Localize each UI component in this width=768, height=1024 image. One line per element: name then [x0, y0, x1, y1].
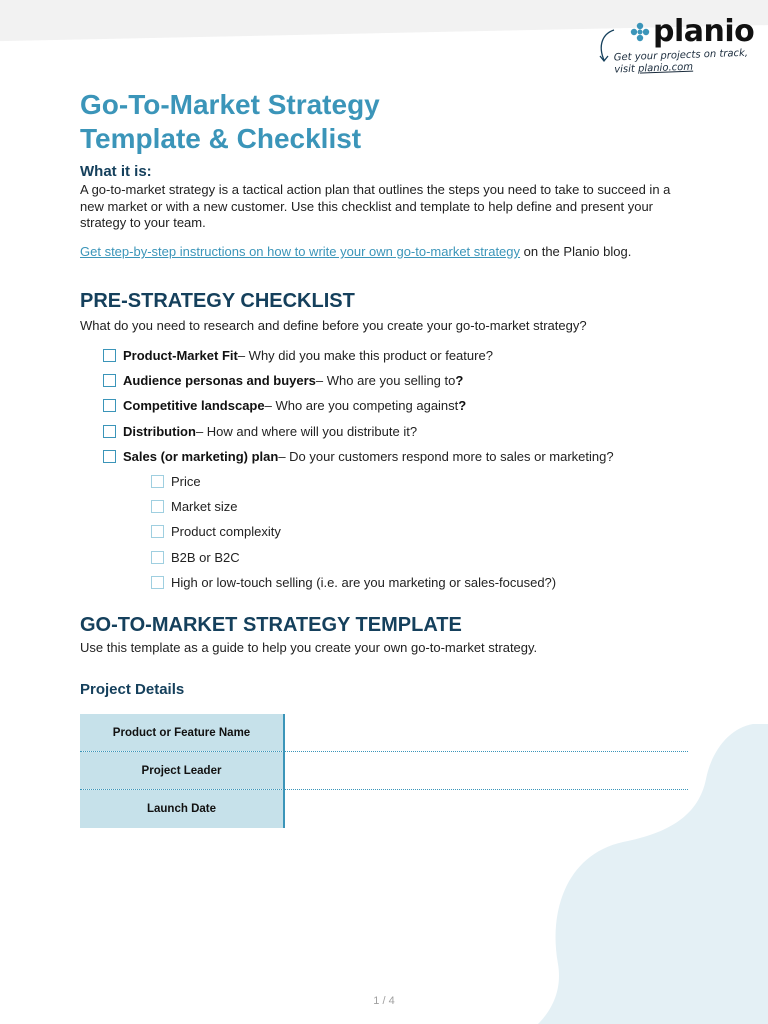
logo-tagline [614, 48, 755, 77]
checklist-item-desc: – Who are you competing against [264, 398, 459, 413]
checklist-subitem[interactable] [151, 550, 240, 565]
checklist-subitem-label: Market size [171, 499, 238, 514]
blog-link-suffix: on the Planio blog. [520, 244, 632, 259]
checkbox[interactable] [151, 475, 164, 488]
launch-date-field[interactable] [285, 790, 688, 828]
checklist-item-desc: – Why did you make this product or feature? [237, 348, 493, 363]
checkbox[interactable] [103, 399, 116, 412]
pre-strategy-heading: PRE-STRATEGY CHECKLIST [80, 290, 355, 312]
blog-link-line [80, 244, 631, 259]
checklist-item-title: Competitive landscape [123, 398, 265, 413]
tagline-visit: visit [614, 63, 636, 76]
checklist-item[interactable] [103, 424, 417, 439]
page-title [80, 88, 380, 156]
planio-flower-icon [630, 22, 650, 42]
row-label: Product or Feature Name [80, 714, 283, 752]
checklist-item-title: Product-Market Fit [123, 348, 238, 363]
checklist-item-title: Audience personas and buyers [123, 373, 316, 388]
checklist-item-title: Distribution [123, 424, 196, 439]
what-it-is-body: A go-to-market strategy is a tactical action plan that outlines the steps you need to take to succeed in a new market or with a new customer. Use this checklist and template to help define and present your strategy to your team. [80, 182, 671, 230]
planio-logo [630, 14, 754, 49]
table-row [80, 714, 688, 752]
title-line-2: Template & Checklist [80, 123, 362, 154]
template-heading: GO-TO-MARKET STRATEGY TEMPLATE [80, 614, 462, 636]
checklist-subitem-label: B2B or B2C [171, 550, 240, 565]
checklist-item[interactable] [103, 373, 463, 388]
tagline-text: Get your projects on track, [613, 47, 749, 64]
page-indicator: 1 / 4 [373, 995, 395, 1007]
row-label: Launch Date [80, 790, 283, 828]
checklist-item-qmark: ? [455, 373, 464, 388]
checklist-subitem[interactable] [151, 499, 237, 514]
project-leader-field[interactable] [285, 752, 688, 790]
row-label: Project Leader [80, 752, 283, 790]
table-row [80, 790, 688, 828]
checklist-subitem[interactable] [151, 474, 201, 489]
checkbox[interactable] [151, 551, 164, 564]
checklist-item-desc: – How and where will you distribute it? [195, 424, 418, 439]
project-details-heading: Project Details [80, 681, 185, 698]
title-line-1: Go-To-Market Strategy [80, 89, 380, 120]
checklist-subitem-label: High or low-touch selling (i.e. are you marketing or sales-focused?) [171, 575, 557, 590]
checklist-item-title: Sales (or marketing) plan [123, 449, 279, 464]
checkbox[interactable] [151, 525, 164, 538]
checklist-item[interactable] [103, 398, 466, 413]
checklist-item-desc: – Do your customers respond more to sales or marketing? [278, 449, 614, 464]
checkbox[interactable] [103, 450, 116, 463]
tagline-url[interactable]: planio.com [637, 61, 694, 75]
checklist-item[interactable] [103, 449, 614, 464]
checkbox[interactable] [103, 349, 116, 362]
checkbox[interactable] [151, 500, 164, 513]
checkbox[interactable] [103, 425, 116, 438]
blog-link[interactable]: Get step-by-step instructions on how to write your own go-to-market strategy [80, 244, 521, 259]
checklist-subitem[interactable] [151, 575, 556, 590]
logo-wordmark: planio [653, 14, 755, 49]
template-subheading: Use this template as a guide to help you create your own go-to-market strategy. [80, 640, 538, 655]
checklist-subitem[interactable] [151, 524, 281, 539]
checkbox[interactable] [151, 576, 164, 589]
what-it-is-heading: What it is: [80, 163, 152, 180]
checklist-item-desc: – Who are you selling to [315, 373, 456, 388]
table-row [80, 752, 688, 790]
checkbox[interactable] [103, 374, 116, 387]
checklist-item-qmark: ? [458, 398, 467, 413]
product-name-field[interactable] [285, 714, 688, 752]
pre-strategy-subheading: What do you need to research and define before you create your go-to-market strategy? [80, 318, 587, 333]
checklist-subitem-label: Price [171, 474, 201, 489]
checklist-item[interactable] [103, 348, 493, 363]
checklist-subitem-label: Product complexity [171, 524, 281, 539]
